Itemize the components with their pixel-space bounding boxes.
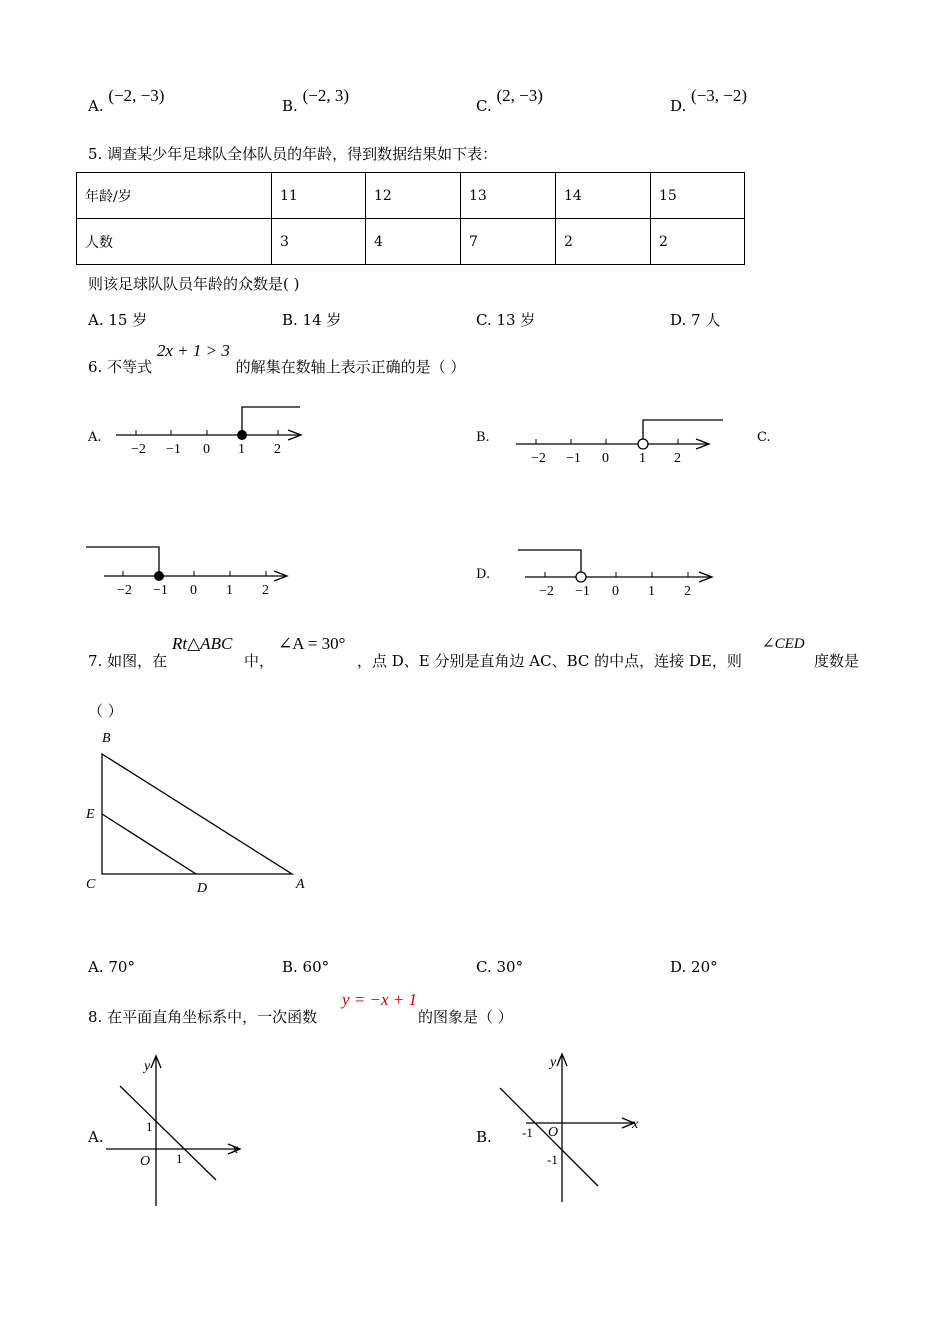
q7-stem-mid2: ，点 D、E 分别是直角边 AC、BC 的中点，连接 DE，则 [357, 652, 742, 670]
q7-option-a: A. 70° [88, 958, 135, 976]
y-axis-label: y [550, 1055, 557, 1070]
q7-angle: ∠A = 30° [278, 634, 346, 653]
tick-label: −1 [566, 451, 581, 466]
point-label-a: A [296, 877, 305, 892]
closed-dot-icon [154, 571, 164, 581]
x-intercept-label: -1 [522, 1125, 533, 1140]
q7-option-c: C. 30° [476, 958, 524, 976]
q7-option-d: D. 20° [670, 958, 718, 976]
tick-label: 2 [274, 442, 281, 457]
y-axis-label: y [144, 1059, 151, 1074]
x-axis-label: x [232, 1142, 239, 1157]
q7-triangle-figure [80, 726, 320, 901]
tick-label: −1 [575, 584, 590, 599]
open-dot-icon [576, 572, 586, 582]
q5-option-d: D. 7 人 [670, 311, 721, 329]
point-label-b: B [102, 731, 111, 746]
tick-label: −1 [166, 442, 181, 457]
table-cell: 4 [366, 219, 461, 265]
table-cell: 14 [556, 173, 651, 219]
table-cell: 2 [556, 219, 651, 265]
tick-label: 0 [203, 442, 210, 457]
x-intercept-label: 1 [176, 1151, 183, 1166]
tick-label: 2 [674, 451, 681, 466]
q8-label-a: A. [88, 1128, 104, 1146]
q6-number-line-d [515, 542, 720, 600]
q8-function: y = −x + 1 [342, 990, 418, 1009]
tick-label: 2 [262, 583, 269, 598]
point-label-d: D [197, 881, 208, 896]
segment-de [102, 814, 196, 874]
origin-label: O [140, 1154, 151, 1169]
q4-option-d-expr: (−3, −2) [691, 86, 748, 105]
triangle-abc [102, 754, 292, 874]
q7-stem-suffix: 度数是 [814, 652, 860, 670]
tick-label: 0 [602, 451, 609, 466]
q8-label-b: B. [476, 1128, 492, 1146]
tick-label: −1 [153, 583, 168, 598]
tick-label: 1 [226, 583, 233, 598]
q4-option-d: D. (−3, −2) [670, 86, 748, 115]
q6-number-line-a [110, 400, 310, 462]
table-cell: 12 [366, 173, 461, 219]
open-dot-icon [638, 439, 648, 449]
q6-number-line-c [86, 540, 296, 600]
origin-label: O [548, 1125, 559, 1140]
q4-option-c: C. (2, −3) [476, 86, 543, 115]
q7-option-b: B. 60° [282, 958, 330, 976]
q7-triangle: Rt△ABC [172, 634, 233, 653]
table-cell: 人数 [77, 219, 272, 265]
q5-stem: 5. 调查某少年足球队全体队员的年龄，得到数据结果如下表： [88, 145, 498, 163]
table-cell: 3 [272, 219, 366, 265]
table-cell: 7 [461, 219, 556, 265]
closed-dot-icon [237, 430, 247, 440]
tick-label: 1 [238, 442, 245, 457]
y-intercept-label: -1 [547, 1152, 558, 1167]
table-cell: 年龄/岁 [77, 173, 272, 219]
tick-label: −2 [117, 583, 132, 598]
q4-option-b: B. (−2, 3) [282, 86, 349, 115]
tick-label: −2 [539, 584, 554, 599]
q4-option-a: A. (−2, −3) [88, 86, 165, 115]
table-cell: 11 [272, 173, 366, 219]
q6-label-c: C. [757, 430, 771, 445]
q7-stem-prefix: 7. 如图，在 [88, 652, 168, 670]
table-cell: 15 [651, 173, 745, 219]
q6-number-line-b [510, 412, 730, 468]
q7-paren: （ ） [88, 702, 123, 720]
q6-label-a: A. [88, 430, 102, 445]
q4-option-a-expr: (−2, −3) [108, 86, 165, 105]
q6-inequality: 2x + 1 > 3 [156, 341, 230, 360]
q4-option-c-expr: (2, −3) [496, 86, 543, 105]
q6-stem: 6. 不等式 2x + 1 > 3 的解集在数轴上表示正确的是（ ） [88, 341, 466, 376]
q5-option-a: A. 15 岁 [88, 311, 148, 329]
q6-label-d: D. [476, 567, 491, 582]
table-cell: 13 [461, 173, 556, 219]
q5-age-table [76, 172, 745, 265]
x-axis-label: x [632, 1117, 639, 1132]
q8-stem-prefix: 8. 在平面直角坐标系中，一次函数 [88, 1008, 318, 1026]
tick-label: 2 [684, 584, 691, 599]
table-row [77, 219, 745, 265]
tick-label: 1 [639, 451, 646, 466]
tick-label: 1 [648, 584, 655, 599]
q5-question: 则该足球队队员年龄的众数是( ) [88, 275, 300, 293]
q8-stem-suffix: 的图象是（ ） [418, 1008, 513, 1026]
table-cell: 2 [651, 219, 745, 265]
q6-label-b: B. [476, 430, 490, 445]
q4-option-b-expr: (−2, 3) [302, 86, 349, 105]
tick-label: −2 [531, 451, 546, 466]
q7-angle2: ∠CED [762, 636, 805, 652]
table-row [77, 173, 745, 219]
q5-option-b: B. 14 岁 [282, 311, 342, 329]
q8-graph-a [100, 1048, 250, 1213]
q8-graph-b [494, 1048, 654, 1208]
point-label-e: E [86, 807, 95, 822]
tick-label: 0 [612, 584, 619, 599]
y-intercept-label: 1 [146, 1119, 153, 1134]
q7-stem-mid1: 中， [244, 652, 275, 670]
function-line [120, 1086, 216, 1180]
tick-label: −2 [131, 442, 146, 457]
point-label-c: C [86, 877, 96, 892]
q5-option-c: C. 13 岁 [476, 311, 536, 329]
tick-label: 0 [190, 583, 197, 598]
